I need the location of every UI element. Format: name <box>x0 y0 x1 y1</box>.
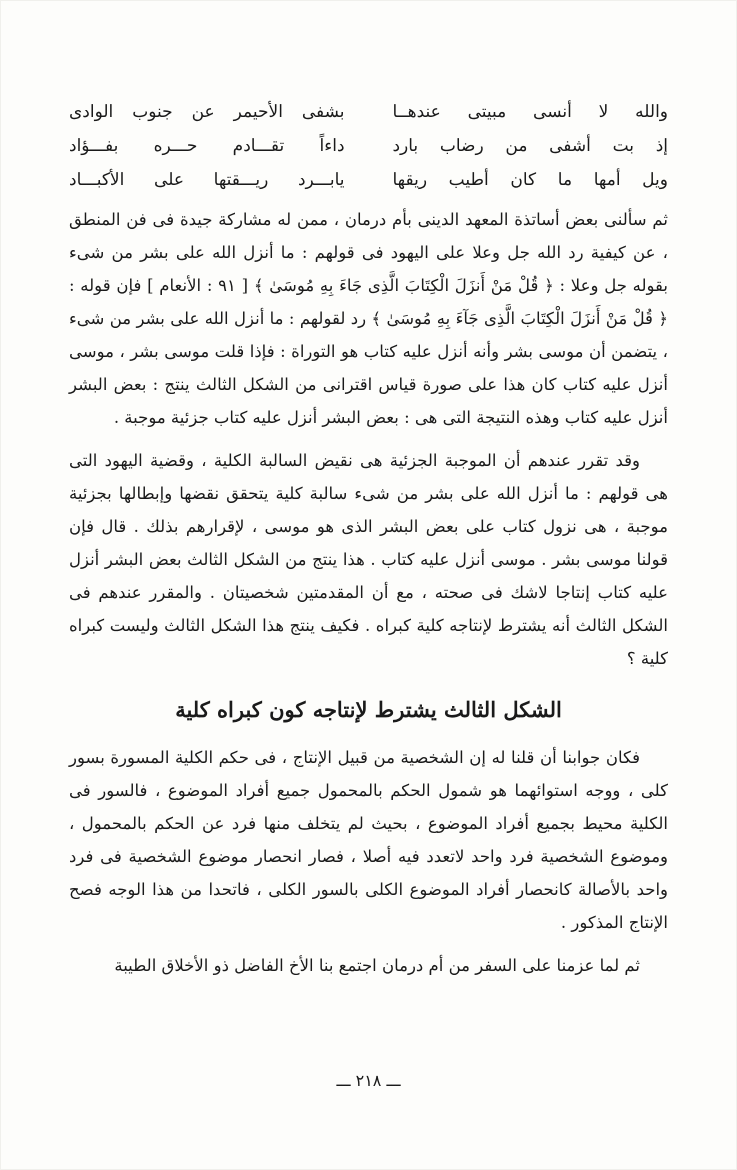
poem-second-hemistich: بشفى الأحيمر عن جنوب الوادى <box>69 102 345 122</box>
poem <box>69 95 668 197</box>
page-number: ـــ ٢١٨ ـــ <box>336 1071 401 1090</box>
body-paragraph: فكان جوابنا أن قلنا له إن الشخصية من قبيل الإنتاج ، فى حكم الكلية المسورة بسور كلى ، ووجه استوائهما هو شمول الحكم بالمحمول جميع أفراد الموضوع ، فالسور فى الكلية محيط بجميع أفراد الموضوع ، بحيث لم يتخلف منها فرد عن الحكم بالمحمول ، وموضوع الشخصية فرد واحد لاتعدد فيه أصلا ، فصار انحصار موضوع الشخصية فى فرد واحد بالأصالة كانحصار أفراد الموضوع الكلى بالسور الكلى ، فاتحدا من هذا الوجه فصح الإنتاج المذكور . <box>69 748 668 932</box>
poem-first-hemistich: ويل أمها ما كان أطيب ريقها <box>392 170 668 190</box>
section-heading: الشكل الثالث يشترط لإنتاجه كون كبراه كلية <box>175 697 562 722</box>
poem-first-hemistich: إذ بت أشفى من رضاب بارد <box>392 136 668 156</box>
poem-verse <box>69 129 668 163</box>
body-paragraph: وقد تقرر عندهم أن الموجبة الجزئية هى نقيض السالبة الكلية ، وقضية اليهود التى هى قولهم : ما أنزل الله على بشر من شىء سالبة كلية يتحقق نقضها وإبطالها بجزئية موجبة ، هى نزول كتاب على بعض البشر الذى هو موسى ، لإقرارهم بذلك . قال فإن قولنا موسى بشر . موسى أنزل عليه كتاب . هذا ينتج من الشكل الثالث بعض البشر أنزل عليه كتاب إنتاجا لاشك فى صحته ، مع أن المقدمتين شخصيتان . والمقرر عندهم فى الشكل الثالث أنه يشترط لإنتاجه كلية كبراه . فكيف ينتج هذا الشكل الثالث وليست كبراه كلية ؟ <box>69 451 668 668</box>
body-paragraph: ثم سألنى بعض أساتذة المعهد الدينى بأم درمان ، ممن له مشاركة جيدة فى فن المنطق ، عن كيفية رد الله جل وعلا على اليهود فى قولهم : ما أنزل الله على بشر من شىء بقوله جل وعلا : ﴿ قُلْ مَنْ أَنزَلَ الْكِتَابَ الَّذِى جَاءَ بِهِ مُوسَىٰ ﴾ [ ٩١ : الأنعام ] فإن قوله : ﴿ قُلْ مَنْ أَنزَلَ الْكِتَابَ الَّذِى جَآءَ بِهِ مُوسَىٰ ﴾ رد لقولهم : ما أنزل الله على بشر من شىء ، يتضمن أن موسى بشر وأنه أنزل عليه كتاب هو التوراة : فإذا قلت موسى بشر ، موسى أنزل عليه كتاب كان هذا على صورة قياس اقترانى من الشكل الثالث ينتج : بعض البشر أنزل عليه كتاب وهذه النتيجة التى هى : بعض البشر أنزل عليه كتاب جزئية موجبة . <box>69 210 668 427</box>
poem-second-hemistich: داءاً تقـــادم حـــره بفـــؤاد <box>69 136 345 156</box>
poem-verse <box>69 95 668 129</box>
page-content <box>69 95 668 982</box>
poem-second-hemistich: يابـــرد ريـــقتها على الأكبـــاد <box>69 170 345 190</box>
body-paragraph: ثم لما عزمنا على السفر من أم درمان اجتمع بنا الأخ الفاضل ذو الأخلاق الطيبة <box>114 956 640 975</box>
poem-first-hemistich: والله لا أنسى مبيتى عندهــا <box>392 102 668 122</box>
poem-verse <box>69 163 668 197</box>
